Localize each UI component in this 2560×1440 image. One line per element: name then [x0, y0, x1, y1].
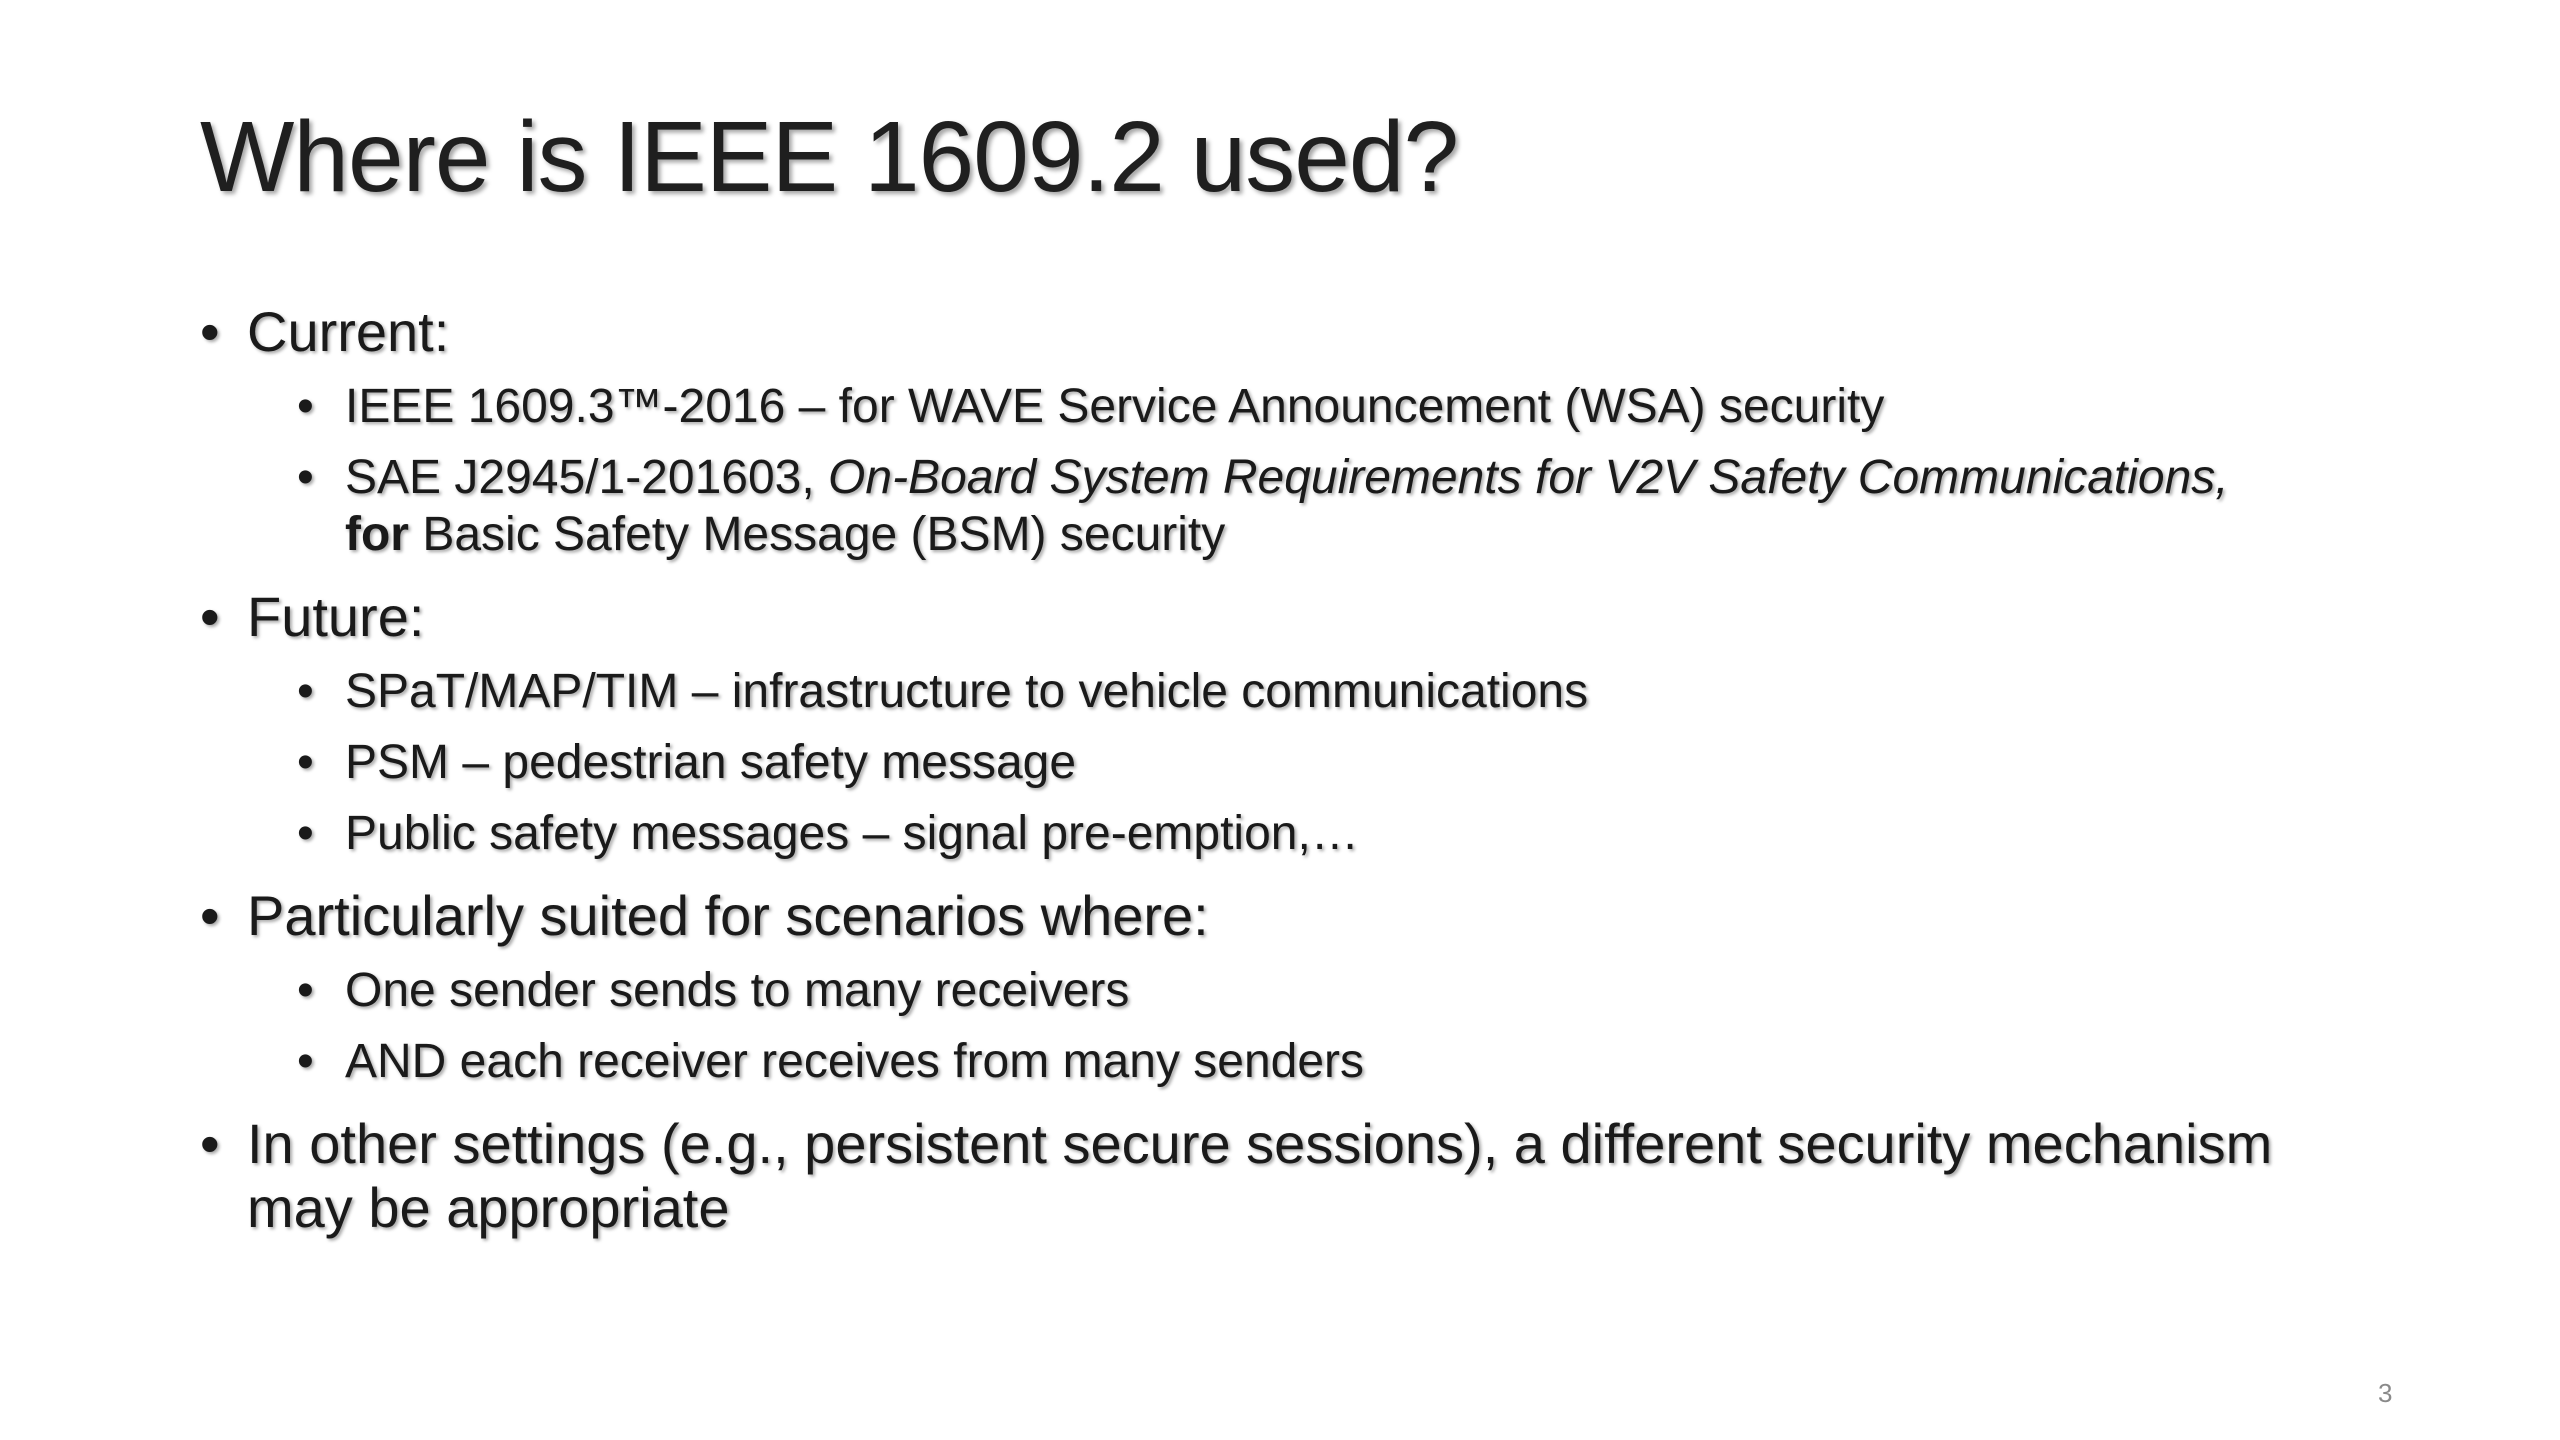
bullet-dot: • — [200, 1112, 220, 1175]
list-item-text: One sender sends to many receivers — [345, 964, 1130, 1017]
list-item-text: IEEE 1609.3™-2016 – for WAVE Service Announcement (WSA) security — [345, 380, 1885, 433]
bullet-current-label: Current: — [247, 300, 450, 363]
future-subitems — [200, 663, 2300, 862]
list-item-text-suffix: Basic Safety Message (BSM) security — [408, 508, 1226, 561]
bullet-dot: • — [200, 585, 220, 648]
bullet-other-label: In other settings (e.g., persistent secure sessions), a different security mechanism may be appropriate — [247, 1112, 2273, 1239]
list-item-text: PSM – pedestrian safety message — [345, 736, 1077, 789]
bullet-suited-label: Particularly suited for scenarios where: — [247, 884, 1209, 947]
list-item — [200, 378, 2300, 435]
slide-body — [200, 300, 2300, 1240]
list-item-text: SPaT/MAP/TIM – infrastructure to vehicle communications — [345, 665, 1589, 718]
bullet-other — [200, 1112, 2300, 1240]
list-item-text-italic: On-Board System Requirements for V2V Safety Communications, — [828, 451, 2229, 504]
bullet-dot: • — [297, 665, 314, 718]
list-item-text: Public safety messages – signal pre-emption,… — [345, 807, 1359, 860]
list-item — [200, 962, 2300, 1019]
bullet-current — [200, 300, 2300, 364]
bullet-dot: • — [297, 736, 314, 789]
bullet-dot: • — [297, 964, 314, 1017]
bullet-dot: • — [297, 451, 314, 504]
bullet-dot: • — [200, 884, 220, 947]
suited-subitems — [200, 962, 2300, 1090]
list-item-text: AND each receiver receives from many senders — [345, 1035, 1365, 1088]
slide-title: Where is IEEE 1609.2 used? — [200, 101, 1459, 213]
bullet-dot: • — [297, 807, 314, 860]
list-item-text-prefix: SAE J2945/1-201603, — [345, 451, 829, 504]
bullet-suited — [200, 884, 2300, 948]
bullet-future-label: Future: — [247, 585, 425, 648]
list-item — [200, 1033, 2300, 1090]
list-item — [200, 449, 2300, 563]
page-number: 3 — [2378, 1378, 2393, 1408]
bullet-dot: • — [297, 1035, 314, 1088]
list-item — [200, 663, 2300, 720]
current-subitems — [200, 378, 2300, 563]
bullet-dot: • — [200, 300, 220, 363]
list-item — [200, 805, 2300, 862]
bullet-dot: • — [297, 380, 314, 433]
list-item — [200, 734, 2300, 791]
list-item-text-bold: for — [345, 508, 409, 561]
bullet-future — [200, 585, 2300, 649]
